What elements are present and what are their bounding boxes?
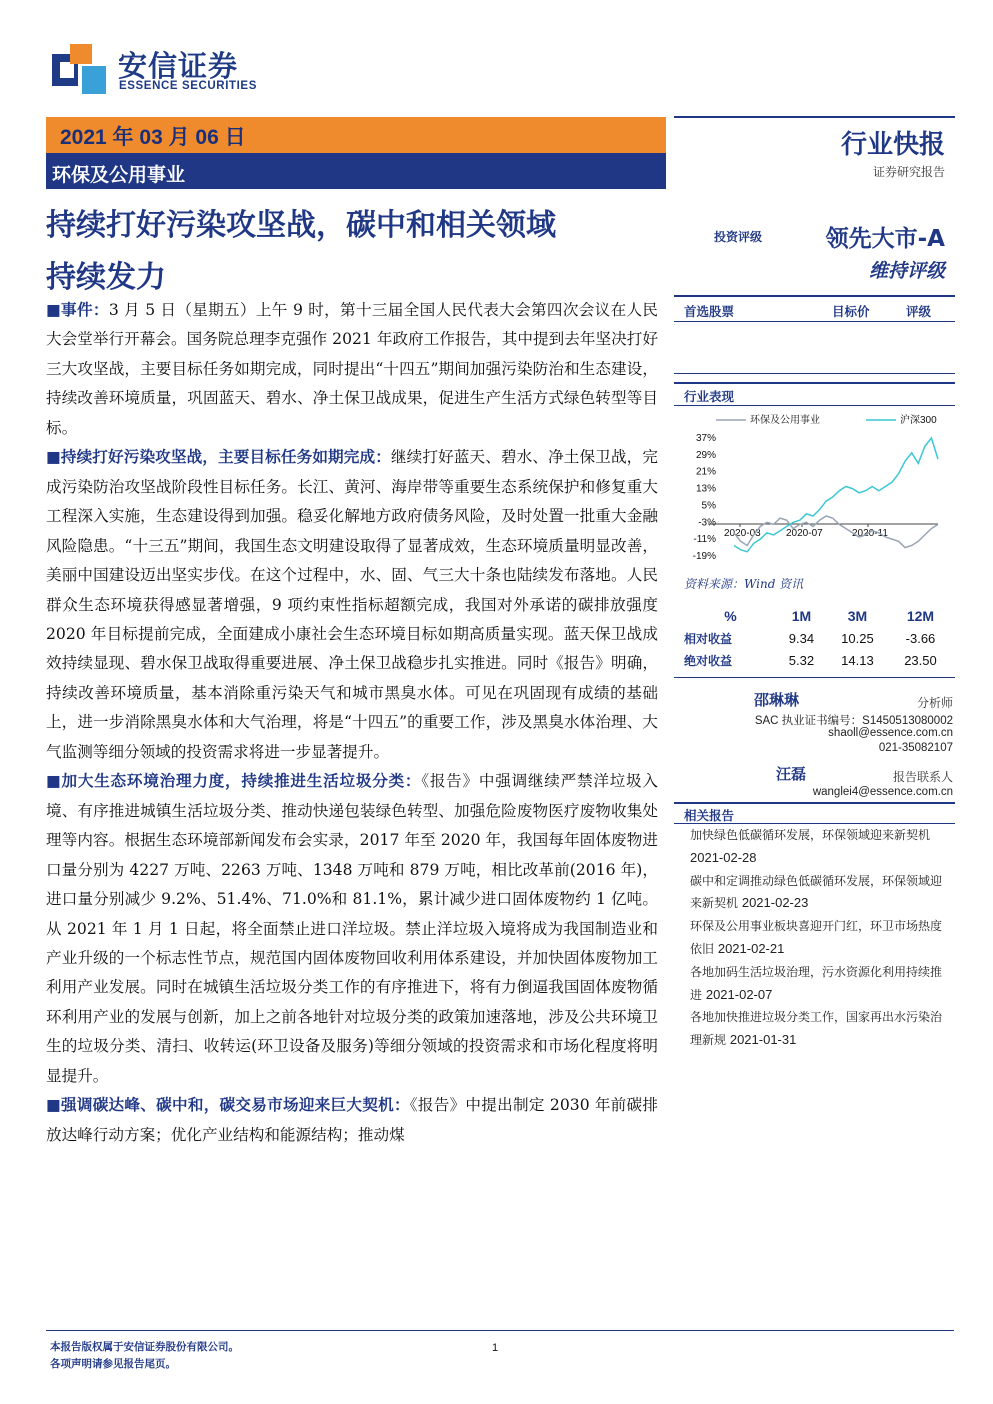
footer-disclaimer (50, 1339, 239, 1373)
related-report-link[interactable] (690, 1006, 952, 1052)
stock-table-top-line (674, 295, 955, 297)
y-tick-label: -3% (698, 517, 716, 529)
related-report-link[interactable] (690, 824, 952, 870)
performance-header-row (684, 605, 952, 627)
perf-heading-line (674, 405, 955, 406)
footer-line-2: 各项声明请参见报告尾页。 (50, 1358, 176, 1370)
company-logo (52, 40, 262, 100)
y-tick-label: 13% (695, 483, 716, 495)
rating-status: 维持评级 (868, 260, 945, 282)
title-line-1: 持续打好污染攻坚战，碳中和相关领域 (46, 208, 556, 243)
perf-top-line (674, 382, 955, 384)
report-title (46, 200, 666, 304)
paragraph-lead: ■持续打好污染攻坚战，主要目标任务如期完成： (46, 448, 391, 467)
paragraph-text: 继续打好蓝天、碧水、净土保卫战，完成污染防治攻坚战阶段性目标任务。长江、黄河、海岸带等重要生态系统保护和修复重大工程深入实施，生态建设得到加强。稳妥化解地方政府债务风险，及时处置一批重大金融风险隐患。“十三五”期间，我国生态文明建设取得了显著成效，生态环境质量明显改善，美丽中国建设迈出坚实步伐。在这个过程中，水、固、气三大十条也陆续发布落地。人民群众生态环境获得感显著增强，9 项约束性指标超额完成，我国对外承诺的碳排放强度 2020 年目标提前完成，全面建成小康社会生态环境目标如期高质量实现。蓝天保卫战成效持续显现、碧水保卫战取得重要进展、净土保卫战稳步扎实推进。同时《报告》明确，持续改善环境质量，基本消除重污染天气和城市黑臭水体。可见在巩固现有成绩的基础上，进一步消除黑臭水体和大气治理，将是“十四五”的重要工作，涉及黑臭水体治理、大气监测等细分领域的投资需求将进一步显著提升。 (46, 448, 658, 761)
y-tick-label: 21% (695, 466, 716, 478)
rating-label: 投资评级 (714, 230, 763, 244)
contact-email[interactable]: wanglei4@essence.com.cn (812, 786, 953, 798)
perf-cell: -3.66 (905, 630, 936, 646)
perf-header-12m: 12M (906, 608, 935, 624)
x-tick-label: 2020-07 (786, 527, 823, 539)
related-reports-list (690, 824, 952, 1052)
footer-line-1: 本报告版权属于安信证券股份有限公司。 (50, 1341, 239, 1353)
contact-role: 报告联系人 (892, 770, 953, 784)
logo-mark-icon (52, 40, 110, 98)
stock-table-bottom-line (674, 373, 955, 374)
y-tick-label: 37% (695, 433, 716, 444)
stock-col-target: 目标价 (832, 304, 870, 319)
related-heading: 相关报告 (684, 808, 735, 823)
related-report-date: 2021-02-21 (717, 940, 785, 956)
related-report-title: 环保及公用事业板块喜迎开门红，环卫市场热度依旧 (690, 919, 943, 956)
industry-performance-chart (676, 408, 954, 570)
series-line (734, 516, 938, 548)
related-report-link[interactable] (690, 870, 952, 916)
related-report-title: 各地加快推进垃圾分类工作，国家再出水污染治理新规 (690, 1010, 943, 1048)
analyst-name: 邵琳琳 (754, 691, 800, 709)
y-tick-label: -11% (693, 534, 716, 546)
analyst-sac: SAC 执业证书编号：S1450513080002 (754, 715, 953, 727)
related-report-date: 2021-02-23 (741, 895, 809, 911)
performance-table (684, 605, 952, 671)
related-report-link[interactable] (690, 915, 952, 961)
perf-cell: 23.50 (904, 652, 937, 668)
perf-cell: 10.25 (841, 630, 874, 646)
stock-col-rating: 评级 (906, 304, 932, 319)
y-tick-label: -19% (692, 551, 716, 562)
perf-row-label: 相对收益 (684, 631, 733, 646)
perf-cell: 14.13 (841, 652, 874, 668)
x-tick-label: 2020-11 (852, 527, 888, 539)
legend-label: 沪深300 (900, 415, 937, 426)
perf-row-label: 绝对收益 (684, 653, 733, 668)
related-report-date: 2021-02-28 (690, 849, 757, 865)
header-divider (674, 116, 955, 118)
title-line-2: 持续发力 (46, 260, 166, 295)
perf-cell: 5.32 (788, 652, 815, 668)
footer-divider (46, 1330, 954, 1331)
body-paragraph (46, 1091, 658, 1150)
page-number: 1 (492, 1342, 499, 1354)
report-body (46, 296, 658, 1150)
stock-col-picks: 首选股票 (684, 304, 735, 319)
body-paragraph (46, 443, 658, 767)
perf-heading: 行业表现 (684, 389, 735, 404)
paragraph-text: 《报告》中提出制定 2030 年前碳排放达峰行动方案；优化产业结构和能源结构；推动煤 (46, 1096, 658, 1144)
related-report-date: 2021-02-07 (705, 986, 773, 1002)
related-report-title: 各地加码生活垃圾治理，污水资源化利用持续推进 (690, 964, 943, 1002)
contact-name: 汪磊 (776, 765, 807, 783)
related-report-link[interactable] (690, 961, 952, 1007)
analyst-phone: 021-35082107 (878, 742, 953, 754)
perf-cell: 9.34 (788, 630, 815, 646)
rating-value: 领先大市-A (825, 226, 945, 252)
paragraph-text: 《报告》中强调继续严禁洋垃圾入境、有序推进城镇生活垃圾分类、推动快递包装绿色转型、加强危险废物医疗废物收集处理等内容。根据生态环境部新闻发布会实录，2017 年至 2020 年，我国每年固体废物进口量分别为 4227 万吨、2263 万吨、1348 万吨和 879 万吨，相比改革前(2016 年)，进口量分别减少 9.2%、51.4%、71.0%和 81.1%，累计减少进口固体废物约 1 亿吨。从 2021 年 1 月 1 日起，将全面禁止进口洋垃圾。禁止洋垃圾入境将成为我国制造业和产业升级的一个标志性节点，规范国内固体废物回收利用体系建设，并加快固体废物加工利用产业发展。同时在城镇生活垃圾分类工作的有序推进下，将有力倒逼我国固体废物循环利用产业的发展与创新，加上之前各地针对垃圾分类的政策加速落地，涉及公共环境卫生的垃圾分类、清扫、收转运(环卫设备及服务)等细分领域的投资需求和市场化程度将明显提升。 (46, 772, 659, 1085)
perf-header-3m: 3M (847, 608, 868, 624)
paragraph-lead: ■加大生态环境治理力度，持续推进生活垃圾分类： (46, 772, 422, 791)
x-tick-label: 2020-03 (724, 527, 761, 539)
perf-header-1m: 1M (791, 608, 812, 624)
y-tick-label: 5% (701, 500, 716, 512)
table-row (684, 649, 952, 671)
logo-cn-text: 安信证券 (118, 49, 239, 83)
y-tick-label: 29% (695, 449, 716, 461)
legend-label: 环保及公用事业 (750, 415, 820, 426)
related-report-title: 碳中和定调推动绿色低碳循环发展，环保领域迎来新契机 (690, 873, 943, 911)
related-report-title: 加快绿色低碳循环发展，环保领域迎来新契机 (690, 828, 931, 842)
paragraph-text: 3 月 5 日（星期五）上午 9 时，第十三届全国人民代表大会第四次会议在人民大会堂举行开幕会。国务院总理李克强作 2021 年政府工作报告，其中提到去年坚决打好三大攻坚战，主要目标任务如期完成，同时提出“十四五”期间加强污染防治和生态建设，持续改善环境质量，巩固蓝天、碧水、净土保卫战成果，促进生产生活方式绿色转型等目标。 (46, 301, 658, 437)
report-date: 2021 年 03 月 06 日 (60, 126, 246, 149)
stock-table-mid-line (674, 321, 955, 322)
logo-en-text: ESSENCE SECURITIES (119, 80, 257, 92)
series-line (734, 438, 938, 552)
table-row (684, 627, 952, 649)
report-type: 行业快报 (840, 130, 945, 160)
body-paragraph (46, 767, 658, 1091)
chart-source: 资料来源：Wind 资讯 (684, 577, 804, 591)
analyst-email[interactable]: shaoll@essence.com.cn (828, 727, 953, 739)
analyst-role: 分析师 (916, 696, 953, 710)
body-paragraph (46, 296, 658, 443)
related-report-date: 2021-01-31 (729, 1032, 797, 1048)
perf-header-unit: % (724, 608, 737, 624)
analyst-top-line (674, 677, 955, 678)
report-subtitle: 证券研究报告 (872, 165, 945, 179)
paragraph-lead: ■强调碳达峰、碳中和，碳交易市场迎来巨大契机： (46, 1096, 410, 1115)
related-top-line (674, 802, 955, 804)
industry-name: 环保及公用事业 (52, 164, 186, 186)
paragraph-lead: ■事件： (46, 301, 109, 319)
